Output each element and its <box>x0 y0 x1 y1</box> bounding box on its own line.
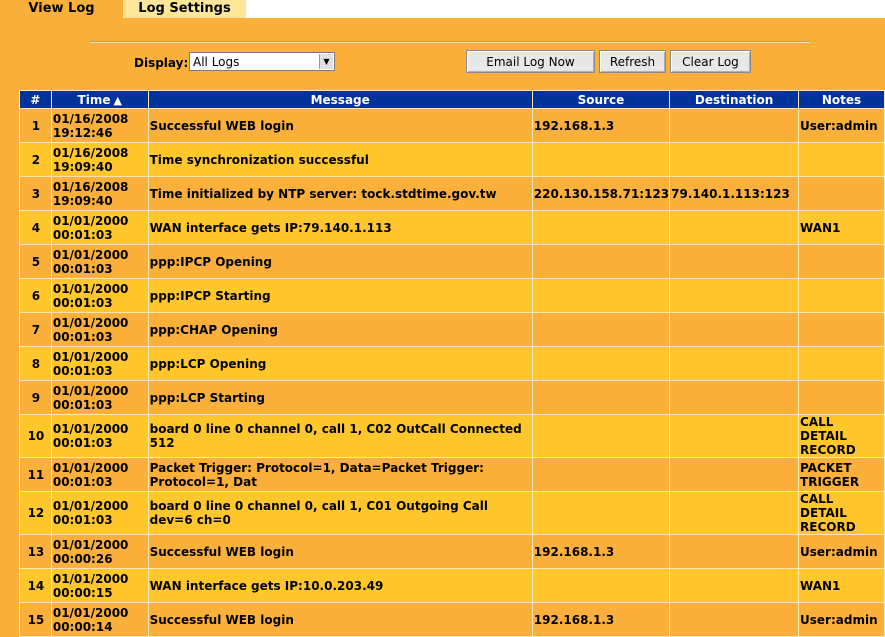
cell-source <box>533 211 669 244</box>
cell-destination <box>670 347 798 380</box>
cell-destination <box>670 177 798 210</box>
cell-notes <box>799 245 884 278</box>
cell-num <box>20 535 51 568</box>
cell-time-time: 19:09:40 <box>52 159 113 174</box>
cell-notes <box>799 492 884 534</box>
cell-time <box>52 143 148 176</box>
sort-ascending-icon[interactable]: ▲ <box>113 93 122 107</box>
cell-time <box>52 381 148 414</box>
cell-time <box>52 211 148 244</box>
cell-source <box>533 458 669 491</box>
divider <box>90 41 810 43</box>
cell-destination <box>670 109 798 142</box>
cell-message <box>149 492 532 534</box>
cell-num-num: 4 <box>31 220 41 235</box>
cell-destination <box>670 603 798 636</box>
cell-time-time: 00:00:15 <box>52 585 113 600</box>
cell-time-date: 01/01/2000 <box>52 281 129 296</box>
cell-num <box>20 347 51 380</box>
cell-time-time: 00:01:03 <box>52 363 113 378</box>
cell-time-time: 00:00:26 <box>52 551 113 566</box>
cell-num-num: 9 <box>31 390 41 405</box>
cell-message-message: Successful WEB login <box>149 544 294 559</box>
cell-num-num: 10 <box>27 429 45 443</box>
cell-time-date: 01/01/2000 <box>52 460 129 475</box>
cell-message <box>149 177 532 210</box>
cell-message-message: WAN interface gets IP:10.0.203.49 <box>149 578 384 593</box>
cell-notes <box>799 177 884 210</box>
cell-time-time: 00:01:03 <box>52 227 113 242</box>
cell-source <box>533 569 669 602</box>
cell-notes <box>799 143 884 176</box>
cell-time-date: 01/01/2000 <box>52 499 129 513</box>
cell-source <box>533 109 669 142</box>
tab-view-log[interactable]: View Log <box>0 0 123 18</box>
cell-destination <box>670 415 798 457</box>
tab-log-settings[interactable]: Log Settings <box>123 0 246 18</box>
cell-num-num: 2 <box>31 152 41 167</box>
cell-destination <box>670 381 798 414</box>
table-row <box>20 109 884 142</box>
cell-time-time: 19:09:40 <box>52 193 113 208</box>
cell-num-num: 6 <box>31 288 41 303</box>
cell-source <box>533 535 669 568</box>
cell-message-message: board 0 line 0 channel 0, call 1, C02 OutCall Connected 512 <box>149 422 522 450</box>
cell-destination <box>670 279 798 312</box>
cell-time <box>52 347 148 380</box>
cell-num <box>20 313 51 346</box>
cell-num <box>20 143 51 176</box>
cell-time-date: 01/01/2000 <box>52 247 129 262</box>
cell-num <box>20 492 51 534</box>
cell-notes <box>799 211 884 244</box>
cell-message <box>149 313 532 346</box>
cell-destination <box>670 492 798 534</box>
cell-message-message: board 0 line 0 channel 0, call 1, C01 Outgoing Call dev=6 ch=0 <box>149 499 488 527</box>
cell-num-num: 15 <box>27 612 45 627</box>
email-log-now-button[interactable]: Email Log Now <box>466 50 595 73</box>
cell-destination <box>670 569 798 602</box>
table-row <box>20 211 884 244</box>
cell-notes-notes: User:admin <box>800 544 878 559</box>
cell-message-message: Successful WEB login <box>149 118 294 133</box>
cell-time <box>52 492 148 534</box>
cell-num <box>20 569 51 602</box>
cell-num <box>20 381 51 414</box>
tab-bar <box>0 0 885 18</box>
table-row <box>20 177 884 210</box>
cell-time-date: 01/01/2000 <box>52 383 129 398</box>
cell-notes-notes: WAN1 <box>800 220 841 235</box>
cell-notes-notes: WAN1 <box>800 578 841 593</box>
display-select[interactable] <box>189 52 335 71</box>
cell-message <box>149 279 532 312</box>
cell-time <box>52 535 148 568</box>
cell-notes-notes: User:admin <box>800 612 878 627</box>
cell-source <box>533 177 669 210</box>
cell-notes <box>799 347 884 380</box>
table-row <box>20 603 884 636</box>
clear-log-button[interactable]: Clear Log <box>670 50 751 73</box>
col-header-destination: Destination <box>670 91 798 108</box>
cell-num <box>20 603 51 636</box>
cell-time <box>52 458 148 491</box>
cell-message-message: ppp:IPCP Opening <box>149 254 272 269</box>
table-row <box>20 245 884 278</box>
cell-time-time: 00:01:03 <box>52 261 113 276</box>
cell-time-time: 00:01:03 <box>52 329 113 344</box>
cell-notes <box>799 313 884 346</box>
cell-time <box>52 415 148 457</box>
cell-notes-notes: User:admin <box>800 118 878 133</box>
cell-destination <box>670 143 798 176</box>
cell-message-message: ppp:CHAP Opening <box>149 322 279 337</box>
cell-message-message: ppp:LCP Starting <box>149 390 265 405</box>
cell-destination <box>670 211 798 244</box>
cell-message <box>149 245 532 278</box>
col-header-num: # <box>20 91 51 108</box>
cell-message <box>149 347 532 380</box>
cell-time-date: 01/01/2000 <box>52 571 129 586</box>
cell-message <box>149 603 532 636</box>
cell-num-num: 3 <box>31 186 41 201</box>
display-select-value: All Logs <box>193 55 240 69</box>
cell-num <box>20 245 51 278</box>
cell-message <box>149 381 532 414</box>
cell-time-time: 00:01:03 <box>52 295 113 310</box>
cell-time <box>52 603 148 636</box>
cell-notes <box>799 415 884 457</box>
cell-notes <box>799 603 884 636</box>
cell-source <box>533 313 669 346</box>
cell-source-source: 192.168.1.3 <box>533 544 615 559</box>
cell-source <box>533 347 669 380</box>
table-row <box>20 143 884 176</box>
cell-destination <box>670 313 798 346</box>
cell-message <box>149 415 532 457</box>
cell-time <box>52 313 148 346</box>
table-row <box>20 535 884 568</box>
cell-destination <box>670 245 798 278</box>
cell-num <box>20 458 51 491</box>
cell-time <box>52 109 148 142</box>
table-row <box>20 381 884 414</box>
cell-message <box>149 569 532 602</box>
cell-destination-destination: 79.140.1.113:123 <box>671 186 790 201</box>
cell-source <box>533 492 669 534</box>
cell-message <box>149 109 532 142</box>
log-table <box>19 90 885 637</box>
cell-time-date: 01/01/2000 <box>52 349 129 364</box>
cell-num-num: 12 <box>27 506 45 520</box>
cell-time-time: 00:01:03 <box>52 397 113 412</box>
cell-source-source: 192.168.1.3 <box>533 118 615 133</box>
cell-num-num: 8 <box>31 356 41 371</box>
cell-message-message: Time initialized by NTP server: tock.stdtime.gov.tw <box>149 186 497 201</box>
table-header-row <box>20 91 884 108</box>
cell-time-date: 01/01/2000 <box>52 422 129 436</box>
cell-notes <box>799 569 884 602</box>
cell-time-date: 01/01/2000 <box>52 537 129 552</box>
col-header-time[interactable] <box>52 91 148 108</box>
cell-time-time: 00:01:03 <box>52 436 113 450</box>
cell-time-time: 00:01:03 <box>52 513 113 527</box>
cell-time-time: 00:00:14 <box>52 619 113 634</box>
cell-num-num: 14 <box>27 578 45 593</box>
cell-source <box>533 603 669 636</box>
cell-num <box>20 211 51 244</box>
cell-num-num: 1 <box>31 118 41 133</box>
cell-notes <box>799 381 884 414</box>
cell-notes-notes: CALL DETAIL RECORD <box>800 415 856 457</box>
cell-time-time: 19:12:46 <box>52 125 113 140</box>
cell-message <box>149 143 532 176</box>
cell-message <box>149 535 532 568</box>
cell-time-date: 01/16/2008 <box>52 179 129 194</box>
cell-source <box>533 143 669 176</box>
cell-num-num: 13 <box>27 544 45 559</box>
cell-time <box>52 279 148 312</box>
cell-notes <box>799 458 884 491</box>
cell-time-date: 01/16/2008 <box>52 145 129 160</box>
cell-message-message: ppp:IPCP Starting <box>149 288 271 303</box>
cell-message-message: Packet Trigger: Protocol=1, Data=Packet Trigger: Protocol=1, Dat <box>149 460 484 489</box>
chevron-down-icon[interactable]: ▼ <box>319 54 333 69</box>
cell-time-date: 01/01/2000 <box>52 213 129 228</box>
table-row <box>20 569 884 602</box>
table-row <box>20 313 884 346</box>
cell-destination <box>670 535 798 568</box>
cell-message-message: Time synchronization successful <box>149 152 369 167</box>
cell-time <box>52 245 148 278</box>
cell-num <box>20 279 51 312</box>
cell-time-date: 01/01/2000 <box>52 315 129 330</box>
cell-time <box>52 177 148 210</box>
cell-num <box>20 177 51 210</box>
cell-source <box>533 415 669 457</box>
table-row <box>20 347 884 380</box>
cell-source <box>533 245 669 278</box>
col-header-source: Source <box>533 91 669 108</box>
log-table-body <box>20 109 884 636</box>
cell-notes-notes: PACKET TRIGGER <box>800 460 860 489</box>
cell-notes <box>799 279 884 312</box>
cell-time-date: 01/16/2008 <box>52 111 129 126</box>
cell-message <box>149 458 532 491</box>
cell-message <box>149 211 532 244</box>
cell-notes <box>799 109 884 142</box>
cell-source <box>533 381 669 414</box>
table-row <box>20 415 884 457</box>
cell-notes-notes: CALL DETAIL RECORD <box>800 492 856 534</box>
cell-destination <box>670 458 798 491</box>
table-row <box>20 279 884 312</box>
table-row <box>20 492 884 534</box>
cell-num-num: 7 <box>31 322 41 337</box>
cell-num <box>20 415 51 457</box>
col-header-time-label[interactable]: Time <box>77 92 111 107</box>
cell-num-num: 11 <box>27 467 45 482</box>
table-row <box>20 458 884 491</box>
display-label: Display: <box>134 56 189 70</box>
col-header-message: Message <box>149 91 532 108</box>
cell-time <box>52 569 148 602</box>
cell-time-time: 00:01:03 <box>52 474 113 489</box>
col-header-notes: Notes <box>799 91 884 108</box>
cell-message-message: Successful WEB login <box>149 612 294 627</box>
cell-message-message: WAN interface gets IP:79.140.1.113 <box>149 220 392 235</box>
cell-num-num: 5 <box>31 254 41 269</box>
refresh-button[interactable]: Refresh <box>599 50 666 73</box>
cell-source-source: 192.168.1.3 <box>533 612 615 627</box>
cell-num <box>20 109 51 142</box>
cell-source <box>533 279 669 312</box>
cell-notes <box>799 535 884 568</box>
cell-time-date: 01/01/2000 <box>52 605 129 620</box>
cell-source-source: 220.130.158.71:123 <box>533 186 670 201</box>
cell-message-message: ppp:LCP Opening <box>149 356 267 371</box>
